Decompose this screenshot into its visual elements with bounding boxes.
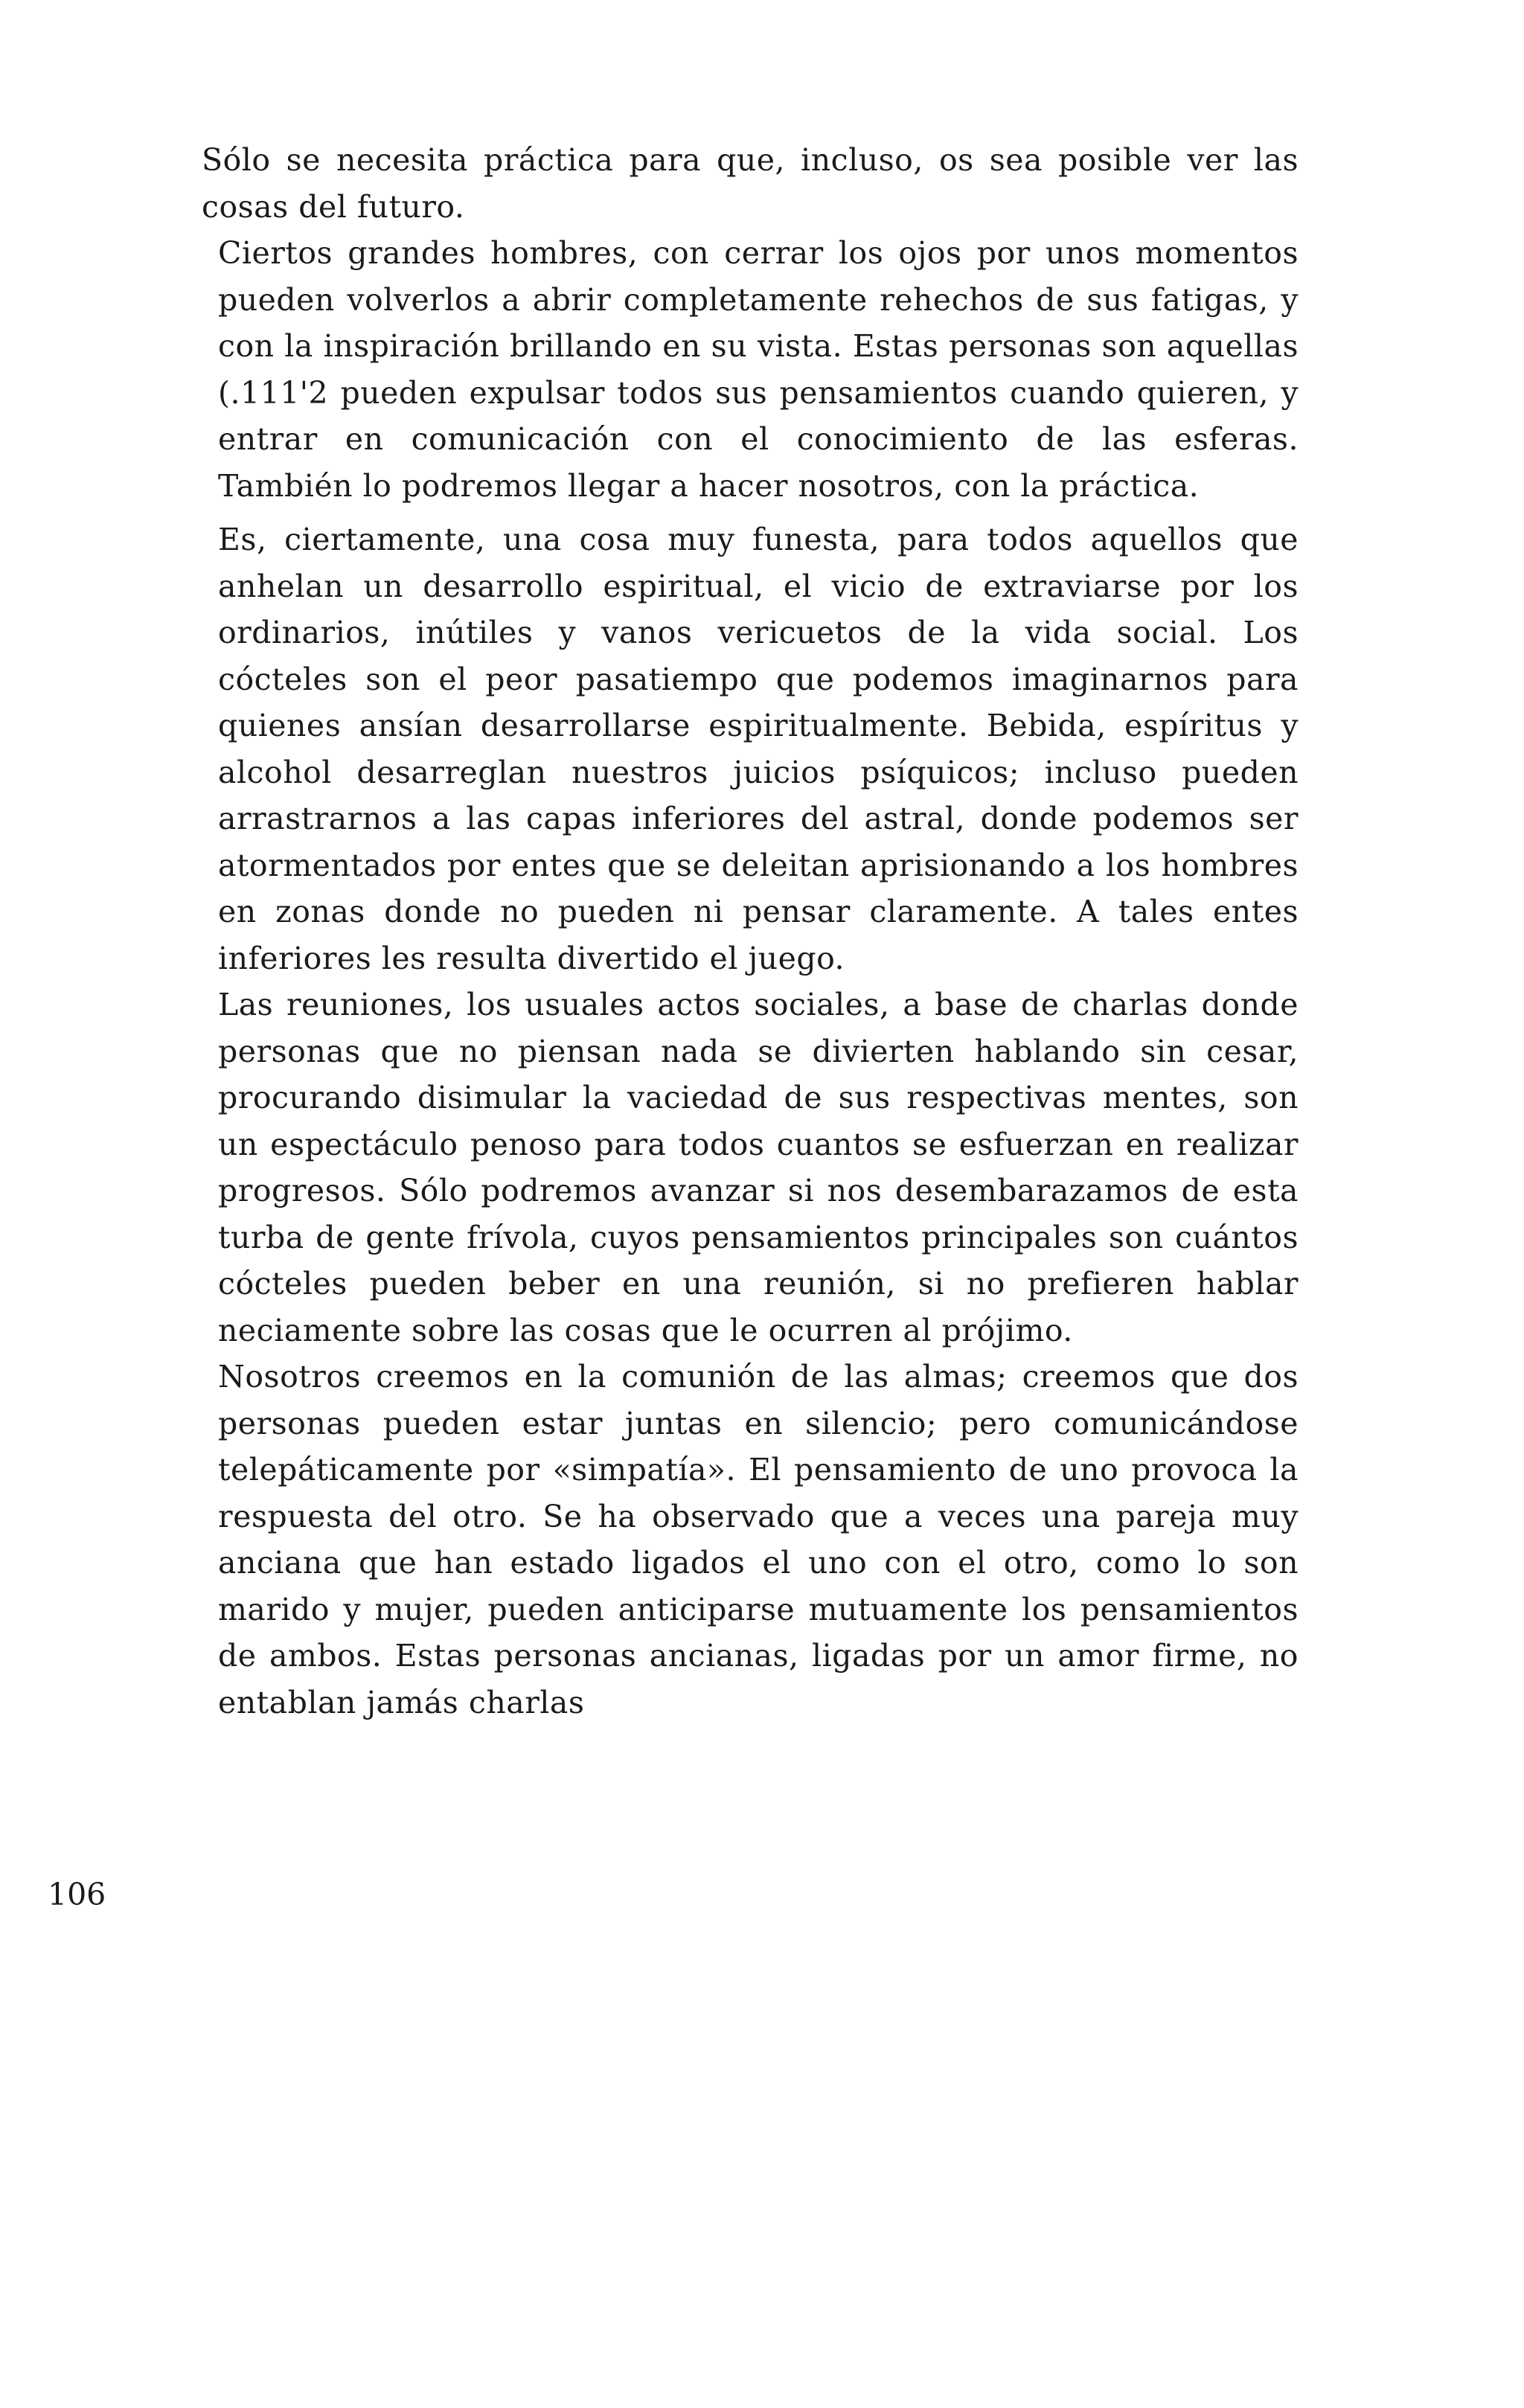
page-number: 106 <box>48 1877 106 1912</box>
paragraph-2: Ciertos grandes hombres, con cerrar los ojos por unos momentos pueden volverlos a abrir completamente rehechos de sus fatigas, y con la inspiración brillando en su vista. Estas personas son aquellas (.111'2 pueden expulsar todos sus pensamientos cuando quieren, y entrar en comunicación con el conocimiento de las esferas. También lo podremos llegar a hacer nosotros, con la práctica. <box>218 235 1299 504</box>
body-text <box>202 137 1299 1726</box>
paragraph-4: Las reuniones, los usuales actos sociales, a base de charlas donde personas que no piensan nada se divierten hablando sin cesar, procurando disimular la vaciedad de sus respectivas mentes, son un espectáculo penoso para todos cuantos se esfuerzan en realizar progresos. Sólo podremos avanzar si nos desembarazamos de esta turba de gente frívola, cuyos pensamientos principales son cuántos cócteles pueden beber en una reunión, si no prefieren hablar neciamente sobre las cosas que le ocurren al prójimo. <box>218 987 1299 1348</box>
paragraph-1: Sólo se necesita práctica para que, incluso, os sea posible ver las cosas del futuro. <box>202 142 1299 225</box>
paragraph-3: Es, ciertamente, una cosa muy funesta, para todos aquellos que anhelan un desarrollo espiritual, el vicio de extraviarse por los ordinarios, inútiles y vanos vericuetos de la vida social. Los cócteles son el peor pasatiempo que podemos imaginarnos para quienes ansían desarrollarse espiritualmente. Bebida, espíritus y alcohol desarreglan nuestros juicios psíquicos; incluso pueden arrastrarnos a las capas inferiores del astral, donde podemos ser atormentados por entes que se deleitan aprisionando a los hombres en zonas donde no pueden ni pensar claramente. A tales entes inferiores les resulta divertido el juego. <box>218 522 1299 976</box>
paragraph-5: Nosotros creemos en la comunión de las almas; creemos que dos personas pueden estar juntas en silencio; pero comunicándose telepáticamente por «simpatía». El pensamiento de uno provoca la respuesta del otro. Se ha observado que a veces una pareja muy anciana que han estado ligados el uno con el otro, como lo son marido y mujer, pueden anticiparse mutuamente los pensamientos de ambos. Estas personas ancianas, ligadas por un amor firme, no entablan jamás charlas <box>218 1359 1299 1720</box>
